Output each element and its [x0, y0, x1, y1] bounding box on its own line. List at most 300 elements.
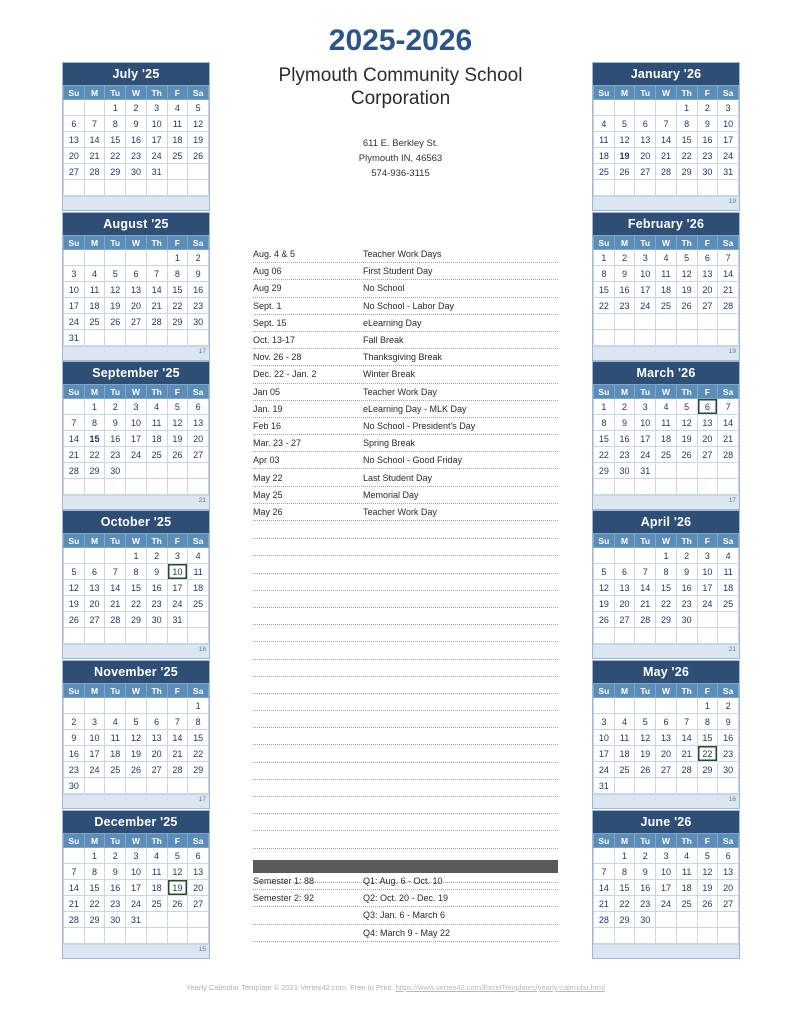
event-date: Dec. 22 - Jan. 2	[253, 369, 317, 380]
day-cell: 25	[84, 314, 105, 330]
event-description: eLearning Day - MLK Day	[363, 403, 467, 414]
day-cell: 6	[188, 848, 209, 864]
day-cell	[167, 164, 188, 180]
weekday-label: F	[697, 236, 718, 250]
month-block	[592, 810, 740, 959]
day-cell	[594, 628, 615, 644]
day-cell: 22	[594, 447, 615, 463]
day-cell: 22	[594, 298, 615, 314]
day-cell	[64, 628, 85, 644]
day-cell: 29	[594, 463, 615, 479]
footer-link[interactable]: https://www.vertex42.com/ExcelTemplates/yearly-calendar.html	[395, 983, 605, 992]
day-cell: 6	[64, 116, 85, 132]
month-title: April '26	[593, 511, 739, 533]
day-cell	[697, 479, 718, 495]
day-cell: 16	[697, 132, 718, 148]
day-cell: 18	[146, 431, 167, 447]
week-row	[64, 463, 209, 479]
weekday-label: W	[126, 385, 147, 399]
day-cell	[718, 314, 739, 330]
day-cell: 26	[167, 447, 188, 463]
day-cell	[635, 928, 656, 944]
month-block	[592, 361, 740, 510]
day-cell: 11	[84, 282, 105, 298]
week-row	[594, 100, 739, 116]
day-cell: 24	[84, 762, 105, 778]
week-row	[594, 864, 739, 880]
day-cell: 8	[614, 864, 635, 880]
day-cell: 3	[718, 100, 739, 116]
day-cell: 27	[84, 612, 105, 628]
day-cell	[697, 778, 718, 794]
weekday-header-row	[64, 684, 209, 698]
day-cell: 23	[105, 896, 126, 912]
day-cell	[614, 548, 635, 564]
day-cell: 31	[594, 778, 615, 794]
day-cell	[188, 330, 209, 346]
day-cell	[146, 463, 167, 479]
month-day-count: 15	[198, 946, 206, 953]
day-cell: 12	[188, 116, 209, 132]
weekday-label: Th	[146, 236, 167, 250]
day-cell: 6	[697, 250, 718, 266]
day-cell: 26	[676, 447, 697, 463]
day-cell	[188, 612, 209, 628]
weekday-label: Su	[594, 534, 615, 548]
week-row	[594, 746, 739, 762]
month-grid	[63, 85, 209, 196]
week-row	[594, 564, 739, 580]
month-title: September '25	[63, 362, 209, 384]
day-cell	[676, 928, 697, 944]
day-cell	[594, 928, 615, 944]
day-cell: 4	[718, 548, 739, 564]
day-cell	[718, 330, 739, 346]
day-cell: 23	[614, 298, 635, 314]
day-cell: 14	[594, 880, 615, 896]
day-cell: 28	[84, 164, 105, 180]
day-cell	[697, 912, 718, 928]
weekday-label: Sa	[718, 236, 739, 250]
day-cell	[167, 912, 188, 928]
day-cell: 1	[614, 848, 635, 864]
month-footer	[593, 196, 739, 210]
day-cell	[84, 778, 105, 794]
day-cell: 2	[635, 848, 656, 864]
weekday-label: W	[656, 684, 677, 698]
month-grid	[593, 533, 739, 644]
day-cell: 15	[656, 580, 677, 596]
day-cell: 16	[105, 431, 126, 447]
day-cell: 27	[656, 762, 677, 778]
day-cell: 12	[126, 730, 147, 746]
day-cell: 17	[146, 132, 167, 148]
month-grid	[63, 533, 209, 644]
weekday-label: Tu	[105, 86, 126, 100]
day-cell: 25	[594, 164, 615, 180]
day-cell: 8	[167, 266, 188, 282]
day-cell	[635, 100, 656, 116]
day-cell	[656, 479, 677, 495]
month-day-count: 17	[198, 796, 206, 803]
event-description: No School - Good Friday	[363, 455, 463, 466]
blank-note-line	[253, 574, 558, 591]
day-cell: 20	[718, 880, 739, 896]
day-cell	[167, 928, 188, 944]
event-row	[253, 435, 558, 452]
day-cell	[676, 698, 697, 714]
day-cell: 7	[167, 714, 188, 730]
event-date: Nov. 26 - 28	[253, 352, 302, 363]
event-row	[253, 366, 558, 383]
day-cell	[594, 100, 615, 116]
day-cell: 12	[105, 282, 126, 298]
week-row	[64, 848, 209, 864]
event-row	[253, 384, 558, 401]
day-cell	[718, 912, 739, 928]
day-cell: 3	[594, 714, 615, 730]
day-cell: 2	[614, 250, 635, 266]
week-row	[594, 762, 739, 778]
event-date: May 22	[253, 472, 283, 483]
month-block	[592, 62, 740, 211]
blank-note-line	[253, 797, 558, 814]
day-cell	[105, 698, 126, 714]
day-cell: 28	[594, 912, 615, 928]
weekday-header-row	[64, 236, 209, 250]
day-cell	[697, 928, 718, 944]
day-cell: 20	[146, 746, 167, 762]
day-cell: 4	[84, 266, 105, 282]
day-cell	[594, 848, 615, 864]
weekday-header-row	[594, 236, 739, 250]
day-cell	[126, 928, 147, 944]
blank-note-line	[253, 780, 558, 797]
day-cell: 2	[126, 100, 147, 116]
day-cell: 10	[84, 730, 105, 746]
month-day-count: 17	[198, 348, 206, 355]
day-cell: 3	[64, 266, 85, 282]
day-cell: 5	[167, 848, 188, 864]
month-title: March '26	[593, 362, 739, 384]
day-cell	[635, 180, 656, 196]
day-cell: 30	[676, 612, 697, 628]
day-cell: 29	[614, 912, 635, 928]
month-footer	[63, 346, 209, 360]
weekday-label: F	[697, 684, 718, 698]
weekday-label: Sa	[188, 834, 209, 848]
day-cell: 26	[594, 612, 615, 628]
day-cell	[84, 628, 105, 644]
day-cell: 15	[594, 431, 615, 447]
day-cell: 9	[64, 730, 85, 746]
day-cell	[188, 628, 209, 644]
week-row	[594, 730, 739, 746]
weekday-label: W	[656, 385, 677, 399]
day-cell	[126, 330, 147, 346]
event-date: Jan. 19	[253, 403, 283, 414]
month-day-count: 17	[728, 497, 736, 504]
day-cell	[718, 180, 739, 196]
week-row	[594, 298, 739, 314]
day-cell: 21	[718, 431, 739, 447]
day-cell	[84, 928, 105, 944]
day-cell: 13	[697, 266, 718, 282]
day-cell: 11	[105, 730, 126, 746]
day-cell: 19	[697, 880, 718, 896]
week-row	[64, 580, 209, 596]
day-cell: 10	[64, 282, 85, 298]
weekday-label: F	[167, 684, 188, 698]
blank-note-line	[253, 763, 558, 780]
month-grid	[593, 384, 739, 495]
day-cell: 28	[656, 164, 677, 180]
month-footer	[63, 644, 209, 658]
school-name: Plymouth Community School Corporation	[278, 65, 523, 109]
month-title: August '25	[63, 213, 209, 235]
week-row	[594, 628, 739, 644]
day-cell: 15	[84, 431, 105, 447]
weekday-label: F	[697, 834, 718, 848]
day-cell: 29	[84, 463, 105, 479]
day-cell: 12	[64, 580, 85, 596]
week-row	[64, 431, 209, 447]
summary-row	[253, 890, 558, 907]
blank-note-line	[253, 745, 558, 762]
weekday-label: M	[84, 385, 105, 399]
day-cell: 22	[126, 596, 147, 612]
blank-note-line	[253, 591, 558, 608]
weekday-label: Sa	[188, 86, 209, 100]
day-cell: 10	[656, 864, 677, 880]
day-cell: 23	[676, 596, 697, 612]
day-cell	[614, 628, 635, 644]
day-cell: 2	[718, 698, 739, 714]
day-cell: 13	[697, 415, 718, 431]
day-cell: 24	[635, 298, 656, 314]
day-cell	[105, 928, 126, 944]
event-description: No School	[363, 283, 405, 294]
week-row	[64, 180, 209, 196]
day-cell: 31	[146, 164, 167, 180]
day-cell: 5	[697, 848, 718, 864]
day-cell	[676, 180, 697, 196]
day-cell: 26	[614, 164, 635, 180]
day-cell: 24	[635, 447, 656, 463]
week-row	[64, 548, 209, 564]
week-row	[64, 250, 209, 266]
day-cell	[594, 330, 615, 346]
day-cell: 10	[126, 415, 147, 431]
week-row	[64, 628, 209, 644]
day-cell: 29	[105, 164, 126, 180]
day-cell	[64, 479, 85, 495]
week-row	[594, 164, 739, 180]
month-block	[62, 510, 210, 659]
month-block	[62, 62, 210, 211]
weekday-label: Tu	[635, 834, 656, 848]
day-cell: 1	[676, 100, 697, 116]
event-date: Oct. 13-17	[253, 335, 296, 346]
month-grid	[593, 235, 739, 346]
day-cell: 8	[594, 415, 615, 431]
day-cell: 21	[105, 596, 126, 612]
week-row	[64, 148, 209, 164]
day-cell: 18	[167, 132, 188, 148]
day-cell: 19	[614, 148, 635, 164]
weekday-label: W	[126, 684, 147, 698]
day-cell: 19	[188, 132, 209, 148]
day-cell: 22	[614, 896, 635, 912]
day-cell: 21	[84, 148, 105, 164]
day-cell: 1	[594, 399, 615, 415]
day-cell	[146, 250, 167, 266]
day-cell: 26	[635, 762, 656, 778]
day-cell: 19	[676, 431, 697, 447]
day-cell: 14	[167, 730, 188, 746]
day-cell: 10	[697, 564, 718, 580]
week-row	[64, 746, 209, 762]
month-grid	[593, 85, 739, 196]
day-cell: 12	[676, 266, 697, 282]
footer	[0, 983, 791, 992]
day-cell	[635, 479, 656, 495]
day-cell: 24	[126, 447, 147, 463]
day-cell: 4	[105, 714, 126, 730]
day-cell: 6	[146, 714, 167, 730]
weekday-header-row	[594, 834, 739, 848]
day-cell: 12	[167, 415, 188, 431]
week-row	[64, 100, 209, 116]
day-cell: 25	[718, 596, 739, 612]
day-cell: 25	[656, 447, 677, 463]
day-cell: 21	[146, 298, 167, 314]
day-cell: 12	[167, 864, 188, 880]
weekday-label: Tu	[635, 86, 656, 100]
weekday-label: Th	[676, 385, 697, 399]
day-cell: 1	[105, 100, 126, 116]
day-cell: 21	[656, 148, 677, 164]
day-cell	[126, 698, 147, 714]
week-row	[594, 596, 739, 612]
weekday-label: F	[697, 534, 718, 548]
weekday-label: M	[84, 236, 105, 250]
weekday-label: M	[84, 834, 105, 848]
day-cell: 26	[697, 896, 718, 912]
week-row	[64, 596, 209, 612]
day-cell: 8	[697, 714, 718, 730]
day-cell: 23	[105, 447, 126, 463]
day-cell: 5	[188, 100, 209, 116]
day-cell: 28	[635, 612, 656, 628]
week-row	[594, 580, 739, 596]
event-row	[253, 246, 558, 263]
weekday-label: W	[126, 534, 147, 548]
day-cell	[188, 463, 209, 479]
event-date: Aug. 4 & 5	[253, 249, 296, 260]
month-title: December '25	[63, 811, 209, 833]
day-cell: 9	[697, 116, 718, 132]
day-cell: 22	[167, 298, 188, 314]
weekday-label: Th	[676, 684, 697, 698]
weekday-label: Th	[676, 236, 697, 250]
day-cell: 13	[146, 730, 167, 746]
day-cell: 23	[64, 762, 85, 778]
day-cell: 28	[64, 463, 85, 479]
weekday-label: Th	[676, 834, 697, 848]
blank-note-line	[253, 556, 558, 573]
week-row	[594, 880, 739, 896]
day-cell: 6	[697, 399, 718, 415]
day-cell: 14	[64, 880, 85, 896]
day-cell: 25	[146, 447, 167, 463]
day-cell: 24	[697, 596, 718, 612]
day-cell	[594, 314, 615, 330]
day-cell: 9	[188, 266, 209, 282]
event-row	[253, 315, 558, 332]
month-block	[592, 660, 740, 809]
weekday-label: Th	[146, 534, 167, 548]
day-cell: 23	[635, 896, 656, 912]
day-cell: 4	[146, 848, 167, 864]
day-cell: 28	[167, 762, 188, 778]
semester-total: Semester 1: 88	[253, 876, 315, 887]
summary-rows	[253, 873, 558, 942]
day-cell: 23	[697, 148, 718, 164]
day-cell	[697, 314, 718, 330]
quarter-range: Q3: Jan. 6 - March 6	[363, 910, 446, 921]
quarter-range: Q4: March 9 - May 22	[363, 927, 451, 938]
day-cell: 18	[614, 746, 635, 762]
day-cell: 25	[614, 762, 635, 778]
day-cell: 18	[656, 431, 677, 447]
day-cell: 22	[697, 746, 718, 762]
address-block	[228, 136, 573, 181]
weekday-label: Sa	[188, 236, 209, 250]
day-cell: 8	[126, 564, 147, 580]
weekday-label: Sa	[188, 534, 209, 548]
weekday-label: Su	[594, 684, 615, 698]
week-row	[64, 330, 209, 346]
blank-note-line	[253, 814, 558, 831]
week-row	[64, 730, 209, 746]
week-row	[594, 612, 739, 628]
blank-note-line	[253, 608, 558, 625]
day-cell: 21	[718, 282, 739, 298]
week-row	[64, 399, 209, 415]
day-cell	[188, 928, 209, 944]
day-cell	[697, 612, 718, 628]
week-row	[64, 698, 209, 714]
day-cell	[614, 330, 635, 346]
day-cell: 17	[84, 746, 105, 762]
day-cell: 15	[126, 580, 147, 596]
weekday-header-row	[594, 684, 739, 698]
day-cell: 6	[635, 116, 656, 132]
day-cell: 22	[188, 746, 209, 762]
day-cell: 9	[105, 415, 126, 431]
day-cell: 21	[167, 746, 188, 762]
event-date: Sept. 15	[253, 317, 287, 328]
day-cell	[188, 180, 209, 196]
day-cell	[676, 314, 697, 330]
weekday-label: Tu	[105, 834, 126, 848]
month-block	[62, 810, 210, 959]
day-cell	[105, 479, 126, 495]
day-cell: 21	[676, 746, 697, 762]
day-cell: 17	[656, 880, 677, 896]
day-cell	[676, 330, 697, 346]
